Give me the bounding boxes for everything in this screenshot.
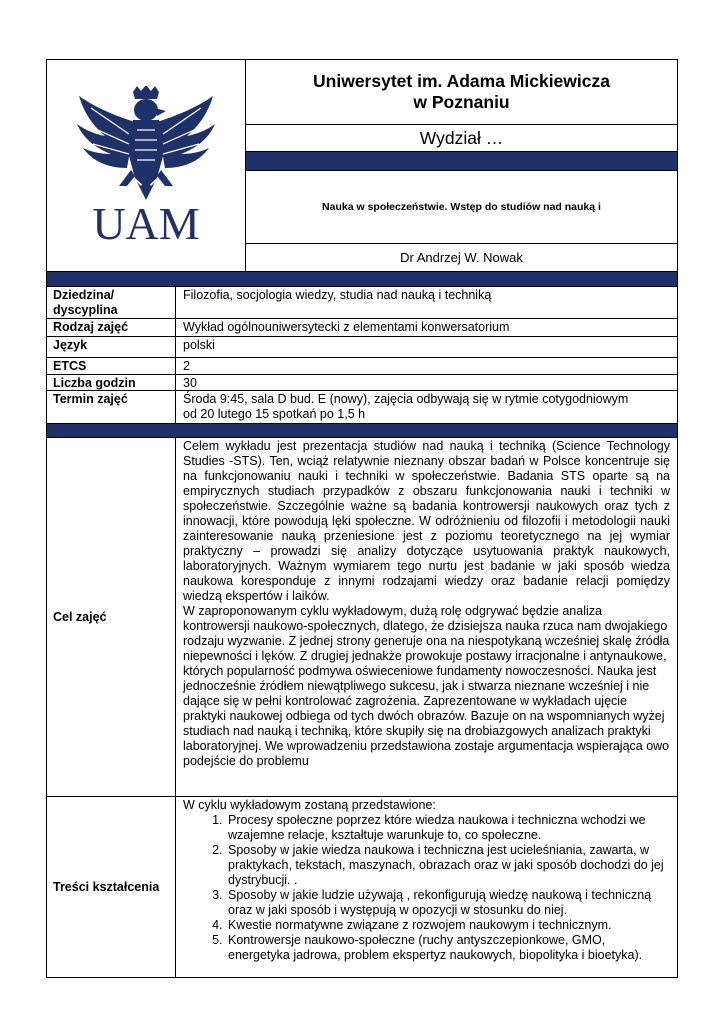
ects-label: ETCS xyxy=(47,358,176,374)
goal-paragraph-1: Celem wykładu jest prezentacja studiów nad nauką i techniką (Science Technology Studies -STS). Ten, wciąż relatywnie nieznany obszar badań w Polsce koncentruje się na funkcjonowaniu nauki i techniki w społeczeństwie. Badania STS oparte są na empirycznych studiach przypadków z obszaru funkcjonowania nauki i techniki w społeczeństwie. Szczególnie ważne są badania kontrowersji naukowych oraz tych z innowacji, które powodują lęki społeczne. W odróżnieniu od filozofii i metodologii nauki zainteresowanie nauką przeniesione jest z poziomu teoretycznego na jej wymiar praktyczny – prowadzi się analizy dotyczące usytuowania praktyk naukowych, laboratoryjnych. Ważnym wymiarem tego nurtu jest badanie w jaki sposób wiedza naukowa koresponduje z innymi rodzajami wiedzy oraz badanie relacji pomiędzy wiedzą ekspertów i laików. xyxy=(183,439,670,603)
university-line-1: Uniwersytet im. Adama Mickiewicza xyxy=(313,71,610,91)
goal-label: Cel zajęć xyxy=(47,438,176,796)
header xyxy=(47,60,677,271)
list-item: 5. Kontrowersje naukowo-społeczne (ruchy antyszczepionkowe, GMO, energetyka jadrowa, problem ekspertyz naukowych, biopolityka i bioetyka). xyxy=(226,933,670,963)
list-item: 3. Sposoby w jakie ludzie używają , rekonfigurują wiedzę naukową i techniczną oraz w jaki sposób i występują w opozycji w stosunku do niej. xyxy=(226,888,670,918)
row-hours xyxy=(47,375,677,391)
list-item: 4. Kwestie normatywne związane z rozwojem naukowym i technicznym. xyxy=(226,918,670,933)
row-field xyxy=(47,287,677,319)
field-label-line-1: Dziedzina/ xyxy=(53,288,115,302)
university-line-2: w Poznaniu xyxy=(413,92,510,112)
row-schedule xyxy=(47,391,677,424)
logo-text: UAM xyxy=(92,197,200,246)
schedule-value xyxy=(176,391,677,423)
class-type-value: Wykład ogólnouniwersytecki z elementami konwersatorium xyxy=(183,320,510,334)
language-value: polski xyxy=(183,338,215,352)
header-navy-bar xyxy=(246,152,677,171)
content-list xyxy=(183,813,670,963)
row-ects xyxy=(47,358,677,375)
list-item: 2. Sposoby w jakie wiedza naukowa i techniczna jest ucieleśniania, zawarta, w praktykach, tekstach, maszynach, obrazach oraz w jaki sposób dochodzi do jej dystrybucji. . xyxy=(226,843,670,888)
section-navy-bar-2 xyxy=(47,424,677,438)
content-intro: W cyklu wykładowym zostaną przedstawione: xyxy=(183,798,436,812)
goal-value xyxy=(176,438,677,796)
row-content xyxy=(47,797,677,977)
university-name xyxy=(246,60,677,125)
schedule-value-line-1: Środa 9:45, sala D bud. E (nowy), zajęcia odbywają się w rytmie cotygodniowym xyxy=(183,392,629,406)
field-label xyxy=(47,287,176,318)
language-label: Język xyxy=(47,337,176,357)
uam-eagle-logo xyxy=(71,86,221,246)
logo-cell xyxy=(47,60,246,271)
goal-paragraph-2: W zaproponowanym cyklu wykładowym, dużą rolę odgrywać będzie analiza kontrowersji naukowo-społecznych, dlatego, że dzisiejsza nauka rzuca nam dwojakiego rodzaju wyzwanie. Z jednej strony generuje ona na niespotykaną wcześniej skalę źródła niepewności i lęków. Z drugiej jednakże prowokuje postawy irracjonalne i antynaukowe, których popularność podmywa oświeceniowe fundamenty nowoczesności. Nauka jest jednocześnie źródłem niewątpliwego sukcesu, jak i stwarza nieznane wcześniej i nie dające się w pełni kontrolować zagrożenia. Zaprezentowane w wykładach ujęcie praktyki naukowej odbiega od tych dwóch obrazów. Bazuje on na wspomnianych wyżej studiach nad nauką i techniką, które skupiły się na drobiazgowych analizach praktyki laboratoryjnej. We wprowadzeniu przedstawiona zostaje argumentacja wspierająca owo podejście do problemu xyxy=(183,604,670,768)
faculty-name: Wydział … xyxy=(246,125,677,152)
list-item: 1. Procesy społeczne poprzez które wiedza naukowa i techniczna wchodzi we wzajemne relacje, kształtuje warunkuje to, co społeczne. xyxy=(226,813,670,843)
field-value: Filozofia, socjologia wiedzy, studia nad nauką i techniką xyxy=(183,288,492,302)
ects-value: 2 xyxy=(183,359,190,373)
course-title: Nauka w społeczeństwie. Wstęp do studiów nad nauką i xyxy=(246,171,677,244)
schedule-label: Termin zajęć xyxy=(47,391,176,423)
row-class-type xyxy=(47,319,677,337)
class-type-label: Rodzaj zajęć xyxy=(47,319,176,336)
hours-value: 30 xyxy=(183,376,197,390)
header-right xyxy=(246,60,677,271)
lecturer-name: Dr Andrzej W. Nowak xyxy=(400,250,523,265)
section-navy-bar xyxy=(47,271,677,287)
syllabus-page xyxy=(46,59,678,978)
schedule-value-line-2: od 20 lutego 15 spotkań po 1,5 h xyxy=(183,407,366,421)
hours-label: Liczba godzin xyxy=(47,375,176,390)
content-label: Treści kształcenia xyxy=(47,797,176,977)
row-language xyxy=(47,337,677,358)
content-value xyxy=(176,797,677,977)
row-goal xyxy=(47,438,677,797)
field-label-line-2: dyscyplina xyxy=(53,303,118,317)
